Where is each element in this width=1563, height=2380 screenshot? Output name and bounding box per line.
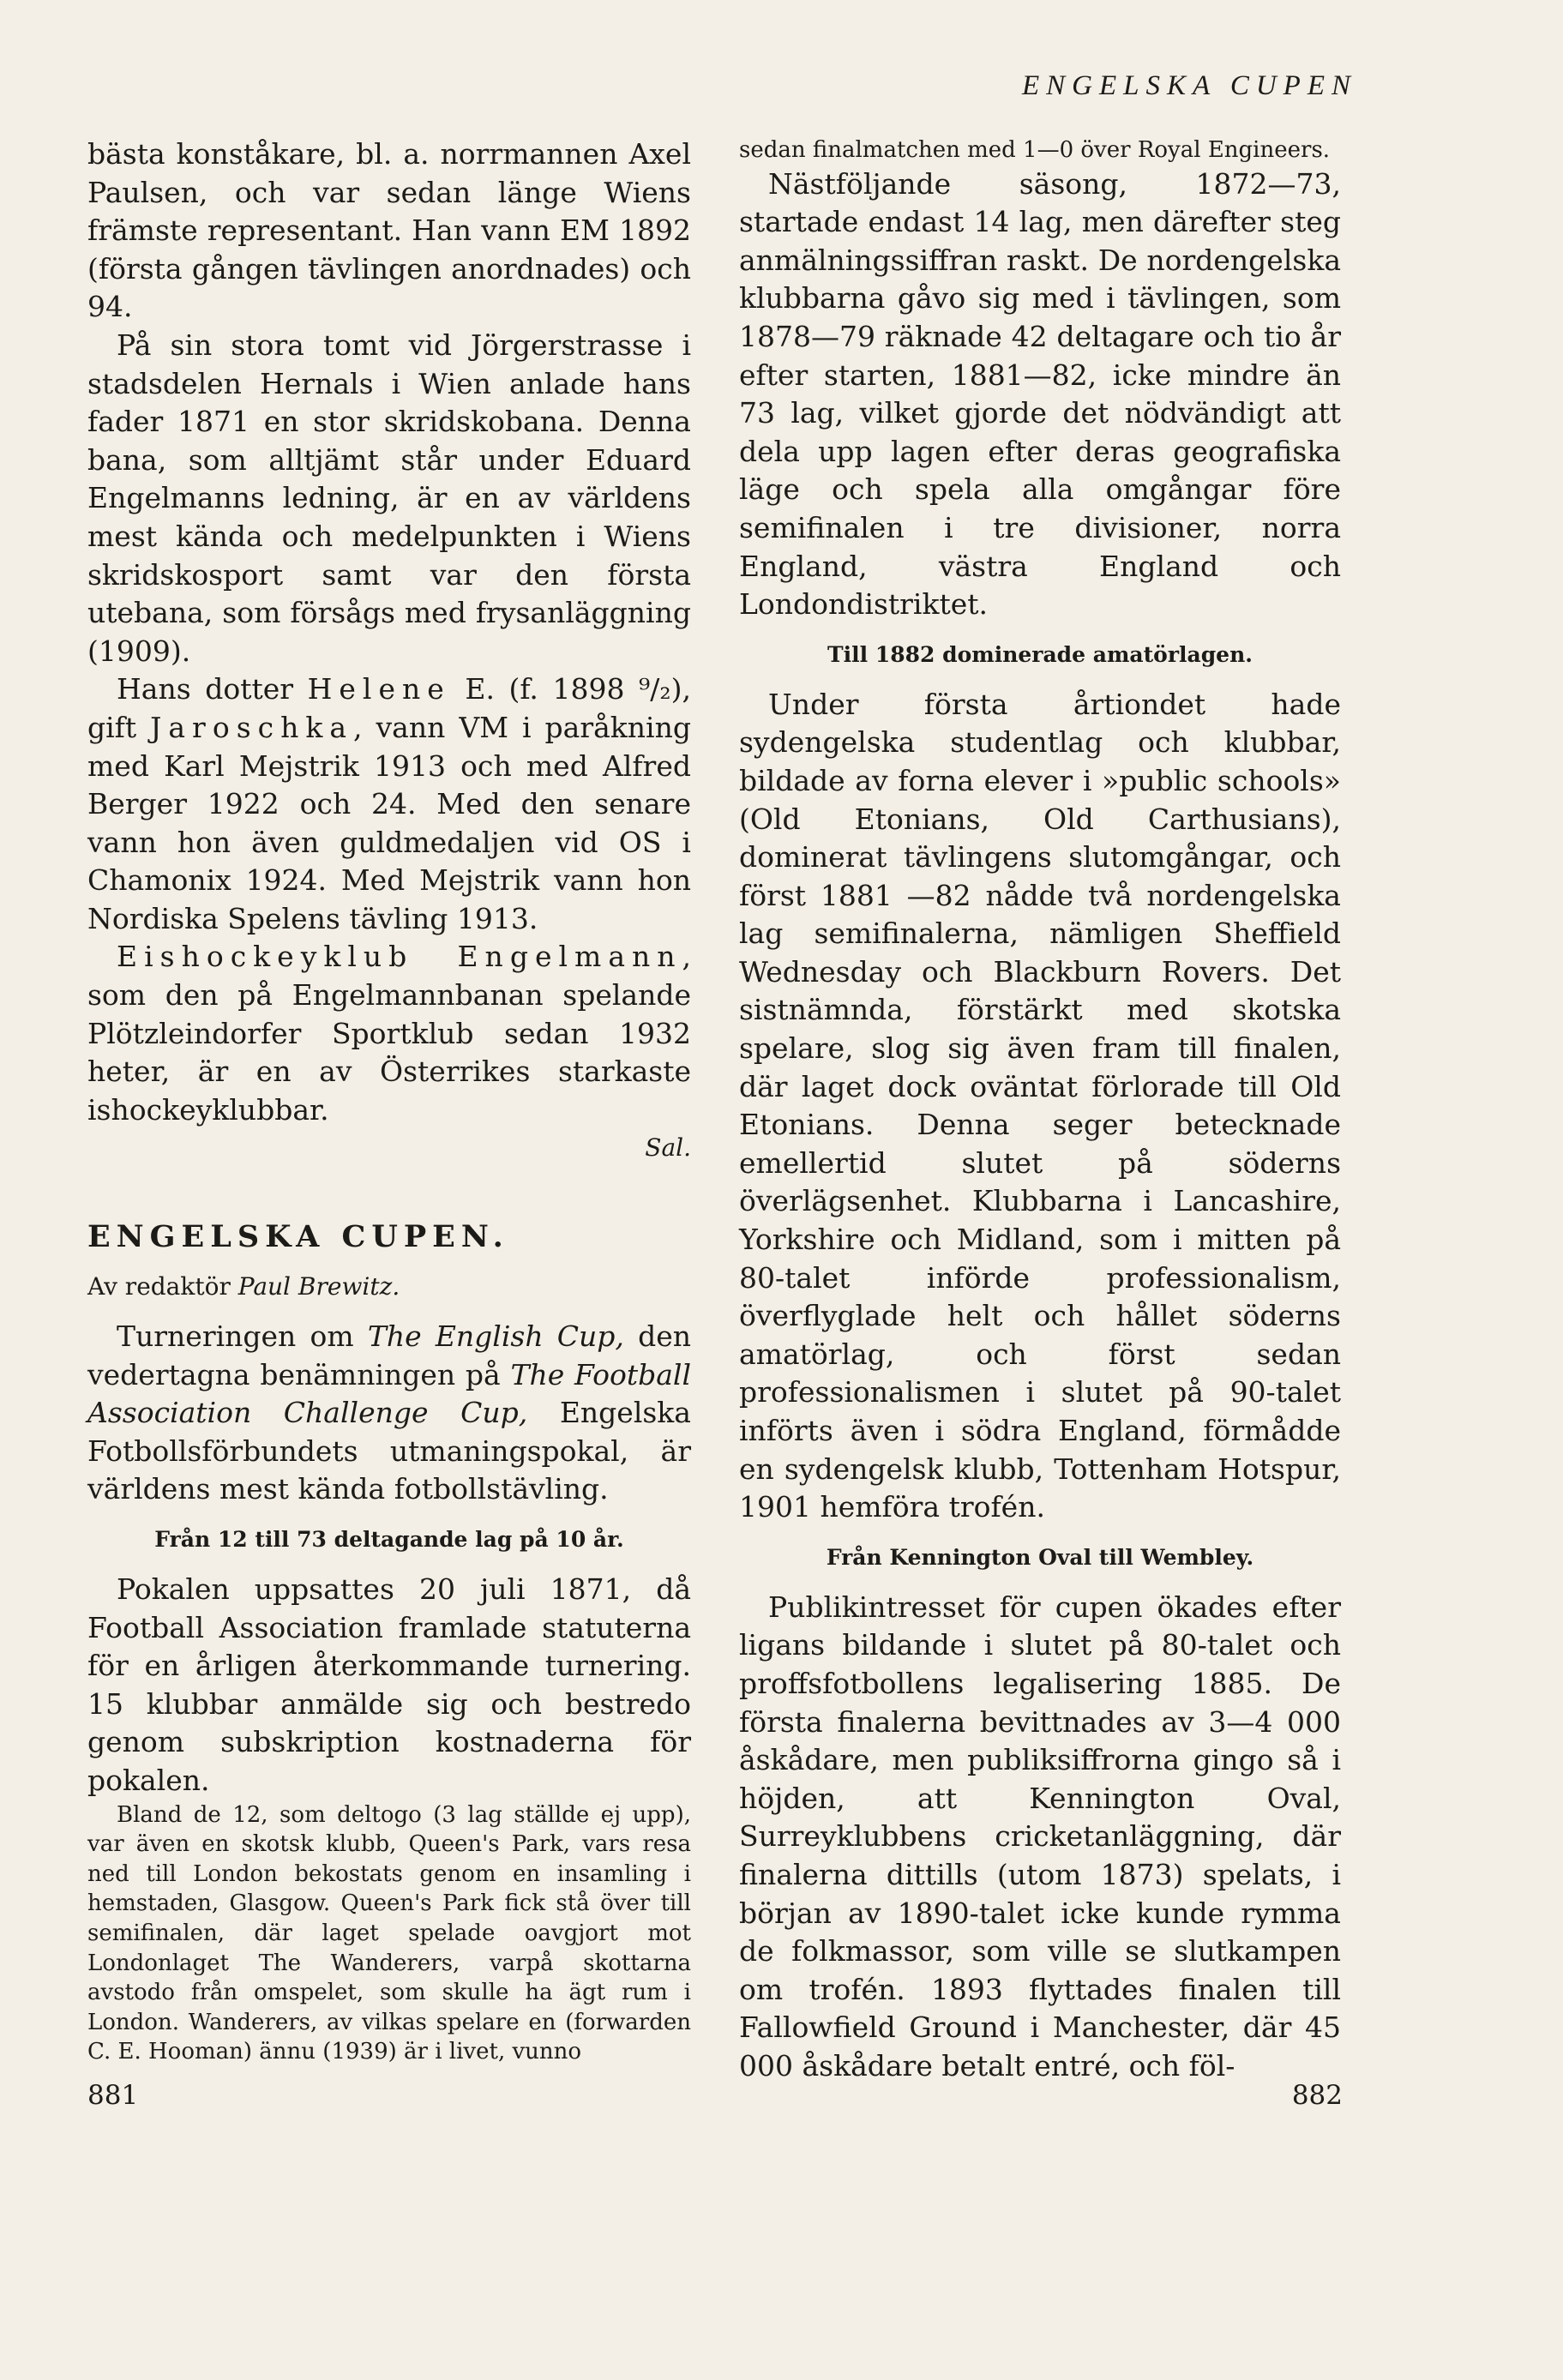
author-name: Paul Brewitz. [237, 1272, 400, 1301]
spaced-name: Eishockeyklub Engelmann [117, 940, 682, 974]
italic-run: The English Cup, [367, 1319, 624, 1354]
subheading: Från 12 till 73 deltagande lag på 10 år. [154, 1527, 624, 1552]
small-paragraph: sedan finalmatchen med 1—0 över Royal Engineers. [739, 137, 1331, 163]
subheading: Till 1882 dominerade amatörlagen. [827, 641, 1253, 667]
paragraph [87, 1318, 691, 1509]
paragraph: bästa konståkare, bl. a. norrmannen Axel Paulsen, och var sedan länge Wiens främste representant. Han vann EM 1892 (första gången tävlingen anordnades) och 94. [87, 137, 691, 324]
paragraph [87, 670, 691, 938]
text-run: Engelska Fotbollsförbundets utmaningspokal, är världens mest kända fotbollstävling. [87, 1396, 691, 1506]
byline [87, 1271, 691, 1302]
subheading: Från Kennington Oval till Wembley. [826, 1544, 1254, 1570]
paragraph: Nästföljande säsong, 1872—73, startade endast 14 lag, men därefter steg anmälningssiffran raskt. De nordengelska klubbarna gåvo sig med i tävlingen, som 1878—79 räknade 42 deltagare och tio år efter starten, 1881—82, icke mindre än 73 lag, vilket gjorde det nödvändigt att dela upp lagen efter deras geografiska läge och spela alla omgångar före semifinalen i tre divisioner, norra England, västra England och Londondistriktet. [739, 166, 1341, 622]
running-header: ENGELSKA CUPEN [1021, 70, 1357, 101]
text-run: , vann VM i paråkning med Karl Mejstrik 1913 och med Alfred Berger 1922 och 24. Med den senare vann hon även guldmedaljen vid OS i Chamonix 1924. Med Mejstrik vann hon Nordiska Spelens tävling 1913. [87, 710, 691, 935]
paragraph: Under första årtiondet hade sydengelska studentlag och klubbar, bildade av forna elever i »public schools» (Old Etonians, Old Carthusians), dominerat tävlingens slutomgångar, och först 1881 —82 nådde två nordengelska lag semifinalerna, nämligen Sheffield Wednesday och Blackburn Rovers. Det sistnämnda, förstärkt med skotska spelare, slog sig även fram till finalen, där laget dock oväntat förlorade till Old Etonians. Denna seger betecknade emellertid slutet på söderns överlägsenhet. Klubbarna i Lancashire, Yorkshire och Midland, som i mitten på 80-talet införde professionalism, överflyglade helt och hållet söderns amatörlag, och först sedan professionalismen i slutet på 90-talet införts även i södra England, förmådde en sydengelsk klubb, Tottenham Hotspur, 1901 hemföra trofén. [739, 687, 1341, 1524]
page-number-left: 881 [87, 2080, 139, 2111]
signature: Sal. [645, 1133, 691, 1163]
paragraph: Pokalen uppsattes 20 juli 1871, då Football Association framlade statuterna för en årligen återkommande turnering. 15 klubbar anmälde sig och bestredo genom subskription kostnaderna för pokalen. [87, 1572, 691, 1797]
byline-prefix: Av redaktör [87, 1272, 238, 1301]
text-run: Turneringen om [117, 1319, 368, 1354]
spaced-name: Jaroschka [150, 710, 354, 744]
paragraph [87, 938, 691, 1168]
text-run: , som den på Engelmannbanan spelande Plötzleindorfer Sportklub sedan 1932 heter, är en av Österrikes starkaste ishockeyklubbar. [87, 940, 691, 1127]
left-column [87, 135, 691, 2067]
text-run: Hans dotter [117, 672, 308, 706]
small-paragraph: Bland de 12, som deltogo (3 lag ställde ej upp), var även en skotsk klubb, Queen's Park, vars resa ned till London bekostats genom en insamling i hemstaden, Glasgow. Queen's Park fick stå över till semifinalen, där laget spelade oavgjort mot Londonlaget The Wanderers, varpå skottarna avstodo från omspelet, som skulle ha ägt rum i London. Wanderers, av vilkas spelare en (forwarden C. E. Hooman) ännu (1939) är i livet, vunno [87, 1801, 691, 2065]
spaced-name: Helene [307, 672, 451, 706]
page-number-right: 882 [1291, 2080, 1343, 2111]
text-run: E. (f. 1898 ⁹/₂), gift [87, 672, 691, 744]
italic-run: The Football Association Challenge Cup, [87, 1357, 692, 1430]
right-column [739, 135, 1341, 2086]
paragraph: På sin stora tomt vid Jörgerstrasse i stadsdelen Hernals i Wien anlade hans fader 1871 en stor skridskobana. Denna bana, som alltjämt står under Eduard Engelmanns ledning, är en av världens mest kända och medelpunkten i Wiens skridskosport samt var den första utebana, som försågs med frysanläggning (1909). [87, 328, 691, 668]
text-run: den vedertagna benämningen på [87, 1319, 692, 1391]
paragraph: Publikintresset för cupen ökades efter ligans bildande i slutet på 80-talet och proffsfotbollens legalisering 1885. De första finalerna bevittnades av 3—4 000 åskådare, men publiksiffrorna gingo så i höjden, att Kennington Oval, Surreyklubbens cricketanläggning, där finalerna dittills (utom 1873) spelats, i början av 1890-talet icke kunde rymma de folkmassor, som ville se slutkampen om trofén. 1893 flyttades finalen till Fallowfield Ground i Manchester, där 45 000 åskådare betalt entré, och föl- [739, 1590, 1341, 2082]
article-title: ENGELSKA CUPEN. [87, 1219, 509, 1255]
